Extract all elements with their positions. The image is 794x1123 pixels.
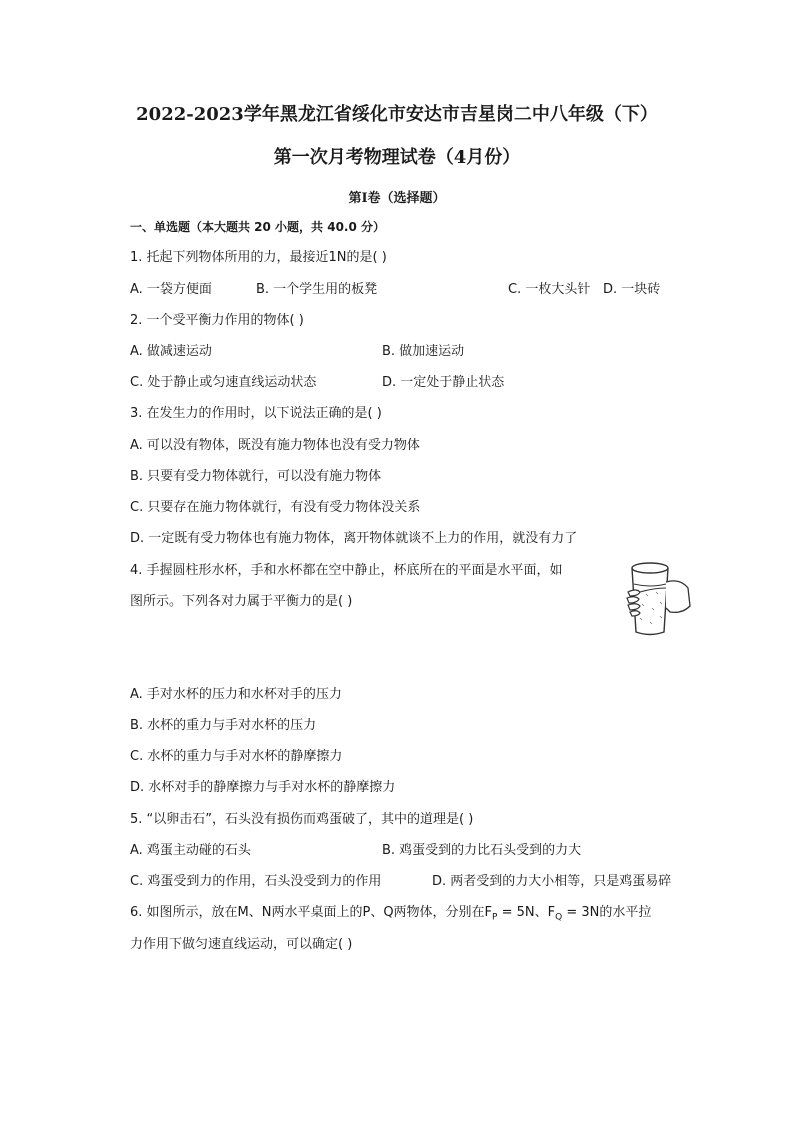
q5-option-b: B. 鸡蛋受到的力比石头受到的力大 <box>382 843 582 858</box>
q1-option-b: B. 一个学生用的板凳 <box>256 282 378 297</box>
q6-text-end: = 3N的水平拉 <box>562 905 652 920</box>
q3-option-a: A. 可以没有物体，既没有施力物体也没有受力物体 <box>130 438 420 453</box>
q1-option-d: D. 一块砖 <box>603 282 661 297</box>
q2-option-b: B. 做加速运动 <box>382 344 465 359</box>
question-4-stem-line2: 图所示。下列各对力属于平衡力的是( ) <box>130 594 353 609</box>
part-title: 第Ⅰ卷（选择题） <box>348 191 446 206</box>
q2-option-d: D. 一定处于静止状态 <box>382 375 505 390</box>
q6-text-mid: = 5N、F <box>497 905 556 920</box>
q4-option-c: C. 水杯的重力与手对水杯的静摩擦力 <box>130 749 343 764</box>
question-2-stem: 2. 一个受平衡力作用的物体( ) <box>130 313 304 328</box>
hand-holding-cup-figure <box>620 558 692 640</box>
question-6-stem-line2: 力作用下做匀速直线运动，可以确定( ) <box>130 937 353 952</box>
q5-option-a: A. 鸡蛋主动碰的石头 <box>130 843 251 858</box>
q1-option-a: A. 一袋方便面 <box>130 282 212 297</box>
exam-title-line1: 2022-2023学年黑龙江省绥化市安达市吉星岗二中八年级（下） <box>136 104 658 125</box>
q6-text-start: 6. 如图所示，放在M、N两水平桌面上的P、Q两物体，分别在F <box>130 905 493 920</box>
q3-option-d: D. 一定既有受力物体也有施力物体，离开物体就谈不上力的作用，就没有力了 <box>130 531 578 546</box>
question-1-stem: 1. 托起下列物体所用的力，最接近1N的是( ) <box>130 250 387 265</box>
question-5-stem: 5. “以卵击石”，石头没有损伤而鸡蛋破了，其中的道理是( ) <box>130 812 474 827</box>
q1-option-c: C. 一枚大头针 <box>508 282 591 297</box>
exam-title-line2: 第一次月考物理试卷（4月份） <box>273 147 521 168</box>
q2-option-a: A. 做减速运动 <box>130 344 212 359</box>
question-6-stem-line1 <box>130 905 651 926</box>
q4-option-b: B. 水杯的重力与手对水杯的压力 <box>130 718 317 733</box>
q2-option-c: C. 处于静止或匀速直线运动状态 <box>130 375 317 390</box>
q4-option-d: D. 水杯对手的静摩擦力与手对水杯的静摩擦力 <box>130 780 396 795</box>
q3-option-c: C. 只要存在施力物体就行，有没有受力物体没关系 <box>130 500 421 515</box>
q6-sub-q: Q <box>555 912 563 923</box>
q6-sub-p: P <box>492 912 498 923</box>
question-3-stem: 3. 在发生力的作用时，以下说法正确的是( ) <box>130 406 382 421</box>
question-4-stem-line1: 4. 手握圆柱形水杯，手和水杯都在空中静止，杯底所在的平面是水平面，如 <box>130 563 563 578</box>
section-heading: 一、单选题（本大题共 20 小题，共 40.0 分） <box>130 220 386 234</box>
q5-option-c: C. 鸡蛋受到力的作用，石头没受到力的作用 <box>130 874 382 889</box>
q4-option-a: A. 手对水杯的压力和水杯对手的压力 <box>130 687 342 702</box>
q5-option-d: D. 两者受到的力大小相等，只是鸡蛋易碎 <box>432 874 672 889</box>
q3-option-b: B. 只要有受力物体就行，可以没有施力物体 <box>130 469 382 484</box>
